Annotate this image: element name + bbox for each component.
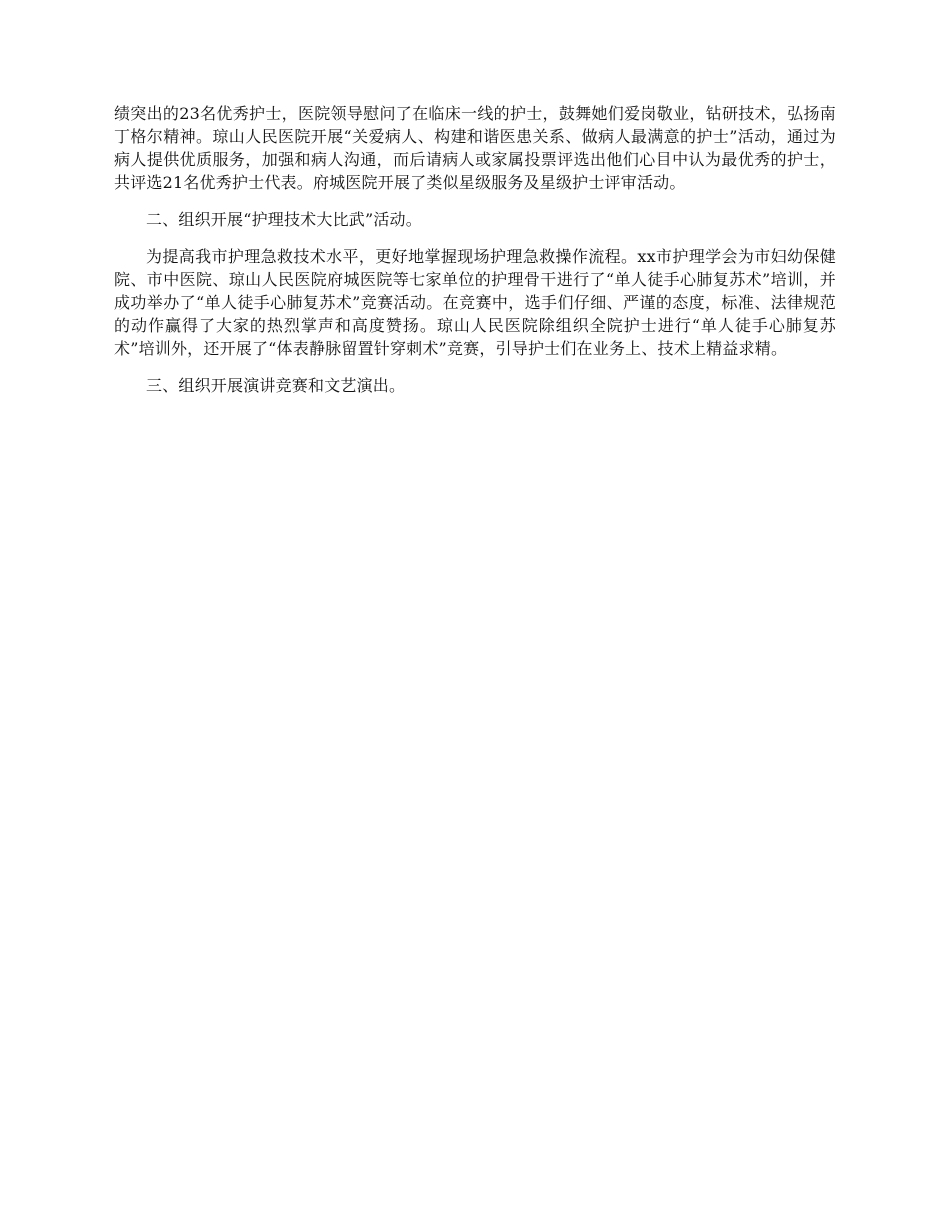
paragraph-continuation: 绩突出的23名优秀护士，医院领导慰问了在临床一线的护士，鼓舞她们爱岗敬业，钻研技术，弘扬南丁格尔精神。琼山人民医院开展“关爱病人、构建和谐医患关系、做病人最满意的护士”活动，通过为病人提供优质服务，加强和病人沟通，而后请病人或家属投票评选出他们心目中认为最优秀的护士，共评选21名优秀护士代表。府城医院开展了类似星级服务及星级护士评审活动。 xyxy=(114,104,836,192)
paragraph-competition: 为提高我市护理急救技术水平，更好地掌握现场护理急救操作流程。xx市护理学会为市妇幼保健院、市中医院、琼山人民医院府城医院等七家单位的护理骨干进行了“单人徒手心肺复苏术”培训，并成功举办了“单人徒手心肺复苏术”竞赛活动。在竞赛中，选手们仔细、严谨的态度，标准、法律规范的动作赢得了大家的热烈掌声和高度赞扬。琼山人民医院除组织全院护士进行“单人徒手心肺复苏术”培训外，还开展了“体表静脉留置针穿刺术”竞赛，引导护士们在业务上、技术上精益求精。 xyxy=(114,247,836,358)
section-heading-two: 二、组织开展“护理技术大比武”活动。 xyxy=(146,210,422,229)
document-body xyxy=(114,102,836,411)
section-heading-three: 三、组织开展演讲竞赛和文艺演出。 xyxy=(146,376,406,395)
